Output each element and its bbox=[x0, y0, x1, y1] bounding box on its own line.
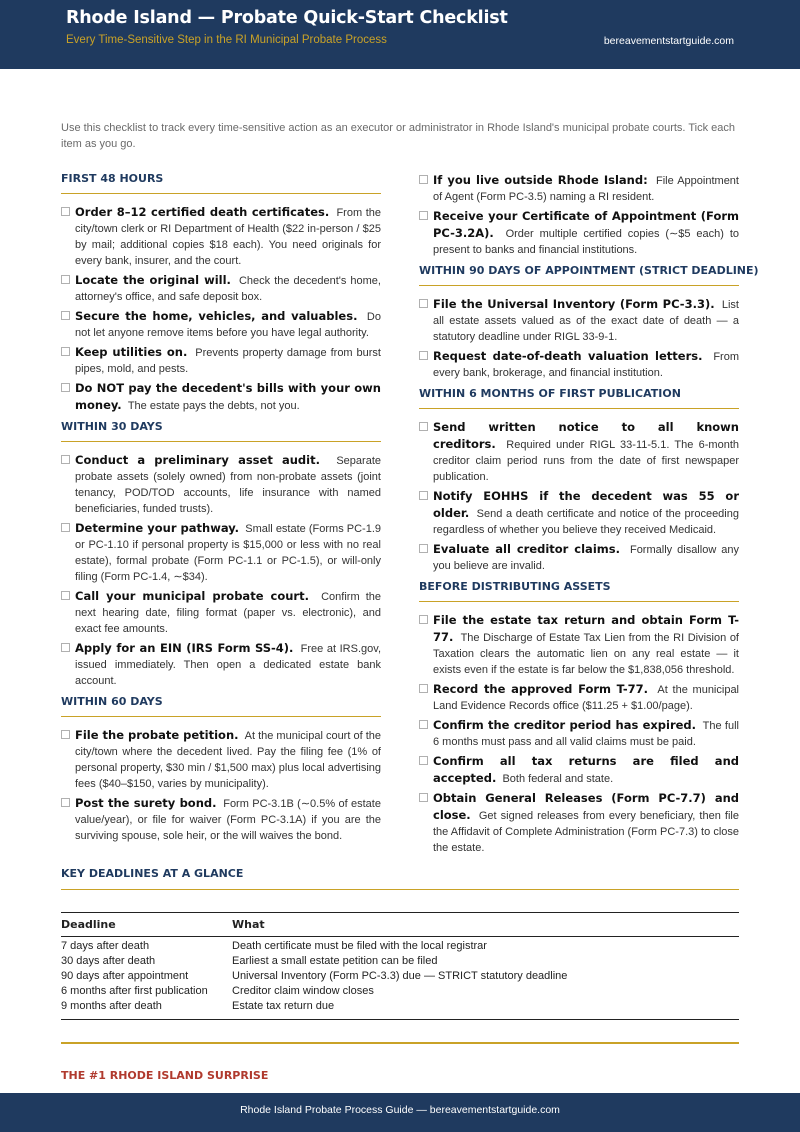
item-description: Both federal and state. bbox=[502, 773, 614, 785]
item-title: Evaluate all creditor claims. bbox=[433, 542, 620, 556]
checkbox[interactable] bbox=[61, 591, 70, 600]
checklist-item bbox=[419, 172, 739, 205]
checklist-item bbox=[61, 380, 381, 414]
checkbox[interactable] bbox=[419, 211, 428, 220]
column-header-deadline: Deadline bbox=[61, 913, 232, 937]
deadline-cell: 30 days after death bbox=[61, 955, 156, 967]
item-description: List all estate assets valued as of the exact date of death — a statutory deadline under RIGL 33-9-1. bbox=[433, 299, 739, 343]
checkbox[interactable] bbox=[419, 491, 428, 500]
checklist-item bbox=[61, 588, 381, 637]
item-title: Do NOT pay the decedent's bills with your own money. bbox=[75, 381, 381, 412]
table-header-row bbox=[61, 913, 739, 937]
deadline-cell: 90 days after appointment bbox=[61, 970, 189, 982]
what-cell: Estate tax return due bbox=[232, 999, 739, 1020]
checklist-item bbox=[419, 717, 739, 750]
deadline-cell: 7 days after death bbox=[61, 940, 150, 952]
checklist-item bbox=[419, 488, 739, 538]
item-title: If you live outside Rhode Island: bbox=[433, 173, 648, 187]
item-description: Free at IRS.gov, issued immediately. Then open a dedicated estate bank account. bbox=[75, 643, 381, 687]
item-description: Send a death certificate and notice of the proceeding regardless of whether you believe they received Medicaid. bbox=[433, 508, 739, 536]
what-cell: Death certificate must be filed with the local registrar bbox=[232, 940, 487, 952]
item-title: Order 8–12 certified death certificates. bbox=[75, 205, 330, 219]
item-title: Conduct a preliminary asset audit. bbox=[75, 453, 320, 467]
item-description: Get signed releases from every beneficiary, then file the Affidavit of Complete Administration (Form PC-7.3) to close the estate. bbox=[433, 810, 739, 854]
item-title: Record the approved Form T-77. bbox=[433, 682, 648, 696]
item-description: From every bank, brokerage, and financial institution. bbox=[433, 351, 739, 379]
item-title: File the estate tax return and obtain Form T-77. bbox=[433, 613, 739, 644]
checkbox[interactable] bbox=[419, 720, 428, 729]
checklist-item bbox=[419, 790, 739, 856]
intro-text: Use this checklist to track every time-sensitive action as an executor or administrator in Rhode Island's municipal probate courts. Tick each item as you go. bbox=[61, 122, 736, 150]
checklist-item bbox=[419, 612, 739, 678]
checklist-item bbox=[419, 753, 739, 787]
what-cell: Universal Inventory (Form PC-3.3) due — STRICT statutory deadline bbox=[232, 970, 568, 982]
checkbox[interactable] bbox=[419, 684, 428, 693]
section-heading-first-48-hours: FIRST 48 HOURS bbox=[61, 172, 381, 194]
checkbox[interactable] bbox=[61, 730, 70, 739]
checklist-item bbox=[61, 520, 381, 585]
checkbox[interactable] bbox=[61, 798, 70, 807]
item-title: Request date-of-death valuation letters. bbox=[433, 349, 703, 363]
item-description: At the municipal Land Evidence Records office ($11.25 + $1.00/page). bbox=[433, 684, 740, 712]
item-description: Separate probate assets (solely owned) from non-probate assets (joint tenancy, POD/TOD accounts, life insurance with named beneficiaries, funded trusts). bbox=[75, 455, 381, 515]
checklist-within-30-days bbox=[61, 452, 381, 689]
page-subtitle: Every Time-Sensitive Step in the RI Municipal Probate Process bbox=[66, 34, 387, 46]
checklist-continued bbox=[419, 172, 739, 258]
item-description: Small estate (Forms PC-1.9 or PC-1.10 if personal property is $15,000 or less with no real estate), formal probate (Form PC-1.1 or PC-1.5), or will-only filing (Form PC-1.4, ∼$34). bbox=[75, 523, 382, 583]
table-row bbox=[61, 999, 739, 1020]
checkbox[interactable] bbox=[61, 311, 70, 320]
what-cell: Creditor claim window closes bbox=[232, 985, 374, 997]
key-deadlines-heading: KEY DEADLINES AT A GLANCE bbox=[61, 867, 739, 890]
item-description: Confirm the next hearing date, filing format (paper vs. electronic), and exact fee amounts. bbox=[75, 591, 381, 635]
item-description: Required under RIGL 33-11-5.1. The 6-month creditor claim period runs from the date of first newspaper publication. bbox=[433, 439, 739, 483]
key-deadlines-table bbox=[61, 912, 739, 1020]
checklist-item bbox=[419, 541, 739, 574]
table-row bbox=[61, 937, 739, 955]
section-heading-within-90-days: WITHIN 90 DAYS OF APPOINTMENT (STRICT DEADLINE) bbox=[419, 264, 739, 286]
right-column bbox=[419, 172, 759, 859]
item-description: File Appointment of Agent (Form PC-3.5) naming a RI resident. bbox=[433, 175, 739, 203]
item-description: Prevents property damage from burst pipes, mold, and pests. bbox=[75, 347, 381, 375]
footer-text: Rhode Island Probate Process Guide — bereavementstartguide.com bbox=[240, 1104, 560, 1116]
checklist-item bbox=[61, 640, 381, 689]
left-column bbox=[61, 172, 381, 847]
checklist-before-distributing bbox=[419, 612, 739, 856]
table-row bbox=[61, 954, 739, 969]
checklist-item bbox=[419, 296, 739, 345]
item-title: Confirm the creditor period has expired. bbox=[433, 718, 697, 732]
checklist-item bbox=[61, 795, 381, 844]
checkbox[interactable] bbox=[61, 207, 70, 216]
checklist-item bbox=[419, 208, 739, 258]
surprise-heading: THE #1 RHODE ISLAND SURPRISE bbox=[61, 1069, 269, 1082]
item-description: From the city/town clerk or RI Department of Health ($22 in-person / $25 by mail; additional copies $18 each). You need originals for every bank, insurer, and the court. bbox=[75, 207, 381, 267]
page-header bbox=[0, 0, 800, 69]
checklist-item bbox=[61, 272, 381, 305]
section-heading-before-distributing: BEFORE DISTRIBUTING ASSETS bbox=[419, 580, 739, 602]
checkbox[interactable] bbox=[419, 615, 428, 624]
section-heading-within-60-days: WITHIN 60 DAYS bbox=[61, 695, 381, 717]
checklist-item bbox=[61, 452, 381, 517]
checklist-item bbox=[419, 419, 739, 485]
item-title: Receive your Certificate of Appointment (Form PC-3.2A). bbox=[433, 209, 739, 240]
checklist-within-6-months bbox=[419, 419, 739, 574]
item-description: At the municipal court of the city/town where the decedent lived. Pay the filing fee (1% of personal property, $30 min / $1,500 max) plus local advertising fees ($40–$150, varies by municipality). bbox=[75, 730, 381, 790]
checkbox[interactable] bbox=[61, 347, 70, 356]
checkbox[interactable] bbox=[419, 175, 428, 184]
item-title: Post the surety bond. bbox=[75, 796, 217, 810]
item-description: The Discharge of Estate Tax Lien from the RI Division of Taxation clears the automatic lien on any real estate — it exists even if the estate is far below the $1,838,056 threshold. bbox=[433, 632, 739, 676]
checkbox[interactable] bbox=[61, 275, 70, 284]
deadline-cell: 9 months after death bbox=[61, 999, 232, 1020]
checklist-within-60-days bbox=[61, 727, 381, 844]
item-title: Call your municipal probate court. bbox=[75, 589, 309, 603]
checklist-within-90-days bbox=[419, 296, 739, 381]
table-row bbox=[61, 969, 739, 984]
key-deadlines-body bbox=[61, 937, 739, 1020]
item-description: Check the decedent's home, attorney's office, and safe deposit box. bbox=[75, 275, 381, 303]
what-cell: Earliest a small estate petition can be filed bbox=[232, 955, 438, 967]
checklist-item bbox=[61, 308, 381, 341]
item-description: Formally disallow any you believe are invalid. bbox=[433, 544, 739, 572]
checkbox[interactable] bbox=[419, 422, 428, 431]
section-divider bbox=[61, 1042, 739, 1044]
page-footer bbox=[0, 1093, 800, 1132]
checklist-item bbox=[419, 348, 739, 381]
checkbox[interactable] bbox=[61, 643, 70, 652]
section-heading-within-6-months: WITHIN 6 MONTHS OF FIRST PUBLICATION bbox=[419, 387, 739, 409]
item-title: File the probate petition. bbox=[75, 728, 239, 742]
item-title: File the Universal Inventory (Form PC-3.3). bbox=[433, 297, 715, 311]
checklist-item bbox=[419, 681, 739, 714]
item-description: The estate pays the debts, not you. bbox=[127, 400, 300, 412]
checkbox[interactable] bbox=[419, 351, 428, 360]
site-name: bereavementstartguide.com bbox=[603, 35, 734, 47]
checklist-item bbox=[61, 204, 381, 269]
checkbox[interactable] bbox=[419, 544, 428, 553]
checklist-first-48-hours bbox=[61, 204, 381, 414]
item-title: Send written notice to all known creditors. bbox=[433, 420, 739, 451]
item-description: Form PC-3.1B (∼0.5% of estate value/year), or file for waiver (Form PC-3.1A) if you are the surviving spouse, sole heir, or the will waives the bond. bbox=[75, 798, 381, 842]
column-header-what: What bbox=[232, 913, 739, 937]
table-row bbox=[61, 984, 739, 999]
item-title: Keep utilities on. bbox=[75, 345, 188, 359]
item-title: Apply for an EIN (IRS Form SS-4). bbox=[75, 641, 294, 655]
checkbox[interactable] bbox=[61, 455, 70, 464]
checkbox[interactable] bbox=[61, 523, 70, 532]
checkbox[interactable] bbox=[419, 299, 428, 308]
item-description: The full 6 months must pass and all valid claims must be paid. bbox=[433, 720, 739, 748]
checkbox[interactable] bbox=[419, 793, 428, 802]
item-title: Locate the original will. bbox=[75, 273, 231, 287]
checklist-item bbox=[61, 727, 381, 792]
item-title: Determine your pathway. bbox=[75, 521, 240, 535]
item-description: Order multiple certified copies (∼$5 each) to present to banks and financial institutions. bbox=[433, 228, 739, 256]
item-title: Notify EOHHS if the decedent was 55 or older. bbox=[433, 489, 739, 520]
item-title: Obtain General Releases (Form PC-7.7) and close. bbox=[433, 791, 739, 822]
checklist-item bbox=[61, 344, 381, 377]
checkbox[interactable] bbox=[61, 383, 70, 392]
item-title: Secure the home, vehicles, and valuables. bbox=[75, 309, 358, 323]
checkbox[interactable] bbox=[419, 756, 428, 765]
item-description: Do not let anyone remove items before you have legal authority. bbox=[75, 311, 381, 339]
deadline-cell: 6 months after first publication bbox=[61, 985, 208, 997]
item-title: Confirm all tax returns are filed and accepted. bbox=[433, 754, 739, 785]
page-title: Rhode Island — Probate Quick-Start Checklist bbox=[66, 8, 508, 28]
section-heading-within-30-days: WITHIN 30 DAYS bbox=[61, 420, 381, 442]
